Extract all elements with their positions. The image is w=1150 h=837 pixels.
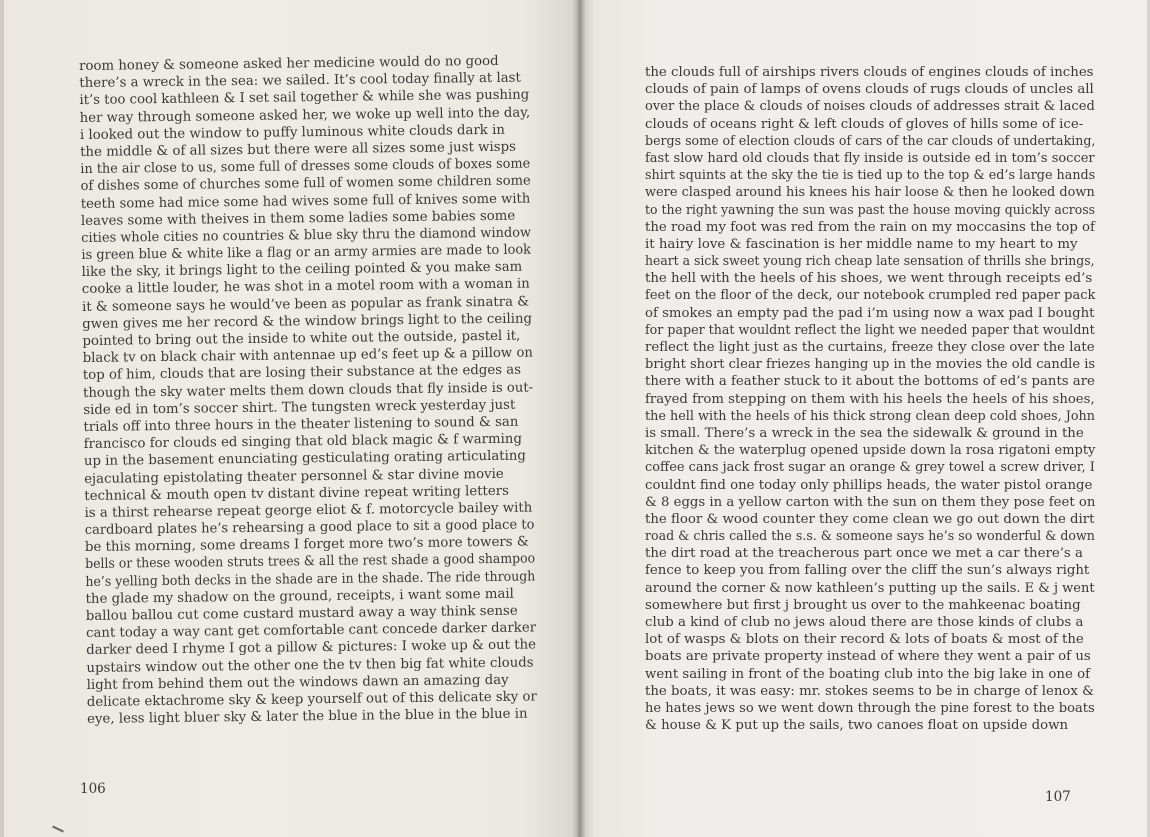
text-line: the hell with the heels of his shoes, we went through receipts ed’s <box>645 271 1093 287</box>
text-line: there’s a wreck in the sea: we sailed. It’s cool today finally at last <box>79 70 521 92</box>
text-line: club a kind of club no jews aloud there are those kinds of clubs a <box>645 615 1084 630</box>
text-line: it’s too cool kathleen & I set sail together & while she was pushing <box>79 87 530 109</box>
text-line: up in the basement enunciating gesticulating orating articulating <box>83 448 526 470</box>
text-line: trials off into three hours in the theater listening to sound & san <box>83 414 519 435</box>
right-page <box>578 0 1150 837</box>
left-page-text <box>79 52 568 728</box>
text-line: fast slow hard old clouds that fly inside is outside ed in tom’s soccer <box>645 150 1095 166</box>
text-line: over the place & clouds of noises clouds of addresses strait & laced <box>645 99 1095 115</box>
text-line: leaves some with theives in them some ladies some babies some <box>80 208 516 229</box>
text-line: the boats, it was easy: mr. stokes seems to be in charge of lenox & <box>645 683 1094 699</box>
text-line: heart a sick sweet young rich cheap late sensation of thrills she brings, <box>645 254 1095 270</box>
text-line: around the corner & now kathleen’s putting up the sails. E & j went <box>645 580 1095 596</box>
text-line: cant today a way cant get comfortable cant concede darker darker <box>85 620 537 642</box>
right-page-number: 107 <box>1045 789 1071 805</box>
text-line: the middle & of all sizes but there were all sizes some just wisps <box>80 139 516 160</box>
text-line: lot of wasps & blots on their record & lots of boats & most of the <box>645 632 1084 648</box>
text-line: & house & K put up the sails, two canoes float on upside down <box>645 718 1069 734</box>
text-line: couldnt find one today only phillips heads, the water pistol orange <box>645 477 1093 493</box>
text-line: ballou ballou cut come custard mustard away a way think sense <box>85 603 518 624</box>
text-line: bells or these wooden struts trees & all the rest shade a good shampoo <box>85 551 536 573</box>
text-line: room honey & someone asked her medicine would do no good <box>79 53 499 74</box>
text-line: & 8 eggs in a yellow carton with the sun on them they pose feet on <box>645 494 1096 510</box>
left-page-number: 106 <box>80 781 106 797</box>
text-line: somewhere but first j brought us over to the mahkeenac boating <box>645 597 1081 613</box>
text-line: it & someone says he would’ve been as popular as frank sinatra & <box>81 294 530 315</box>
text-line: eye, less light bluer sky & later the blue in the blue in the blue in <box>86 706 528 728</box>
text-line: it hairy love & fascination is her middle name to my heart to my <box>645 236 1078 252</box>
text-line: like the sky, it brings light to the ceiling pointed & you make sam <box>81 259 523 281</box>
text-line: is green blue & white like a flag or an army armies are made to look <box>81 242 532 264</box>
text-line: frayed from stepping on them with his heels the heels of his shoes, <box>645 391 1095 407</box>
right-page-text <box>645 64 1127 734</box>
text-line: the road my foot was red from the rain on my moccasins the top of <box>645 219 1095 235</box>
text-line: he’s yelling both decks in the shade are in the shade. The ride through <box>85 569 536 590</box>
text-line: boats are private property instead of where they went a pair of us <box>645 649 1091 665</box>
text-line: delicate ektachrome sky & keep yourself out of this delicate sky or <box>86 689 537 710</box>
text-line: the glade my shadow on the ground, receipts, i want some mail <box>85 586 514 607</box>
text-line: went sailing in front of the boating club into the big lake in one of <box>645 666 1091 682</box>
text-line: cities whole cities no countries & blue sky thru the diamond window <box>81 225 532 246</box>
text-line: francisco for clouds ed singing that old black magic & f warming <box>83 431 523 453</box>
text-line: ejaculating epistolating theater personnel & star divine movie <box>84 466 504 487</box>
text-line: for paper that wouldnt reflect the light we needed paper that wouldnt <box>645 322 1095 338</box>
text-line: clouds of oceans right & left clouds of gloves of hills some of ice- <box>645 116 1084 132</box>
text-line: technical & mouth open tv distant divine repeat writing letters <box>84 483 509 504</box>
text-line: he hates jews so we went down through the pine forest to the boats <box>645 700 1095 716</box>
text-line: coffee cans jack frost sugar an orange & grey towel a screw driver, I <box>645 460 1095 476</box>
text-line: is a thirst rehearse repeat george eliot & f. motorcycle bailey with <box>84 500 533 521</box>
book-gutter <box>572 0 586 837</box>
text-line: cooke a little louder, he was shot in a motel room with a woman in <box>81 276 530 298</box>
text-line: bergs some of election clouds of cars of the car clouds of undertaking, <box>645 133 1096 149</box>
text-line: kitchen & the waterplug opened upside down la rosa rigatoni empty <box>645 443 1096 459</box>
text-line: teeth some had mice some had wives some full of knives some with <box>80 190 531 212</box>
text-line: pointed to bring out the inside to white out the outside, pastel it, <box>82 328 521 349</box>
text-line: in the air close to us, some full of dresses some clouds of boxes some <box>80 156 531 178</box>
text-line: side ed in tom’s soccer shirt. The tungsten wreck yesterday just <box>83 397 516 418</box>
text-line: the floor & wood counter they come clean we go out down the dirt <box>645 511 1095 527</box>
text-line: gwen gives me her record & the window brings light to the ceiling <box>82 311 533 332</box>
text-line: cardboard plates he’s rehearsing a good place to sit a good place to <box>84 517 535 539</box>
text-line: there with a feather stuck to it about the bottoms of ed’s pants are <box>645 374 1095 390</box>
left-page-edge <box>0 0 4 837</box>
text-line: her way through someone asked her, we woke up well into the day, <box>79 105 531 126</box>
text-line: darker deed I rhyme I got a pillow & pictures: I woke up & out the <box>86 637 537 659</box>
text-line: be this morning, some dreams I forget more two’s more towers & <box>84 534 529 556</box>
text-line: the hell with the heels of his thick strong clean deep cold shoes, John <box>645 408 1096 424</box>
text-line: bright short clear friezes hanging up in the movies the old candle is <box>645 357 1096 373</box>
text-line: reflect the light just as the curtains, freeze they close over the late <box>645 340 1095 355</box>
text-line: the dirt road at the treacherous part once we met a car there’s a <box>645 546 1083 562</box>
text-line: black tv on black chair with antennae up ed’s feet up & a pillow on <box>82 345 534 367</box>
text-line: to the right yawning the sun was past the house moving quickly across <box>645 202 1096 218</box>
text-line: i looked out the window to puffy luminous white clouds dark in <box>79 122 505 143</box>
text-line: shirt squints at the sky the tie is tied up to the top & ed’s large hands <box>645 168 1096 184</box>
text-line: fence to keep you from falling over the cliff the sun’s always right <box>645 563 1090 579</box>
corner-mark <box>52 826 64 833</box>
text-line: of dishes some of churches some full of women some children some <box>80 173 531 195</box>
text-line: light from behind them out the windows dawn an amazing day <box>86 672 509 693</box>
text-line: were clasped around his knees his hair loose & then he looked down <box>645 185 1095 201</box>
text-line: of smokes an empty pad the pad i’m using now a wax pad I bought <box>645 305 1095 321</box>
text-line: is small. There’s a wreck in the sea the sidewalk & ground in the <box>645 425 1084 441</box>
text-line: clouds of pain of lamps of ovens clouds of rugs clouds of uncles all <box>645 82 1094 98</box>
text-line: the clouds full of airships rivers clouds of engines clouds of inches <box>645 65 1094 80</box>
text-line: road & chris called the s.s. & someone says he’s so wonderful & down <box>645 529 1095 545</box>
text-line: upstairs window out the other one the tv then big fat white clouds <box>86 655 534 676</box>
text-line: feet on the floor of the deck, our notebook crumpled red paper pack <box>645 288 1096 304</box>
text-line: top of him, clouds that are losing their substance at the edges as <box>82 362 522 384</box>
text-line: though the sky water melts them down clouds that fly inside is out- <box>83 380 534 401</box>
